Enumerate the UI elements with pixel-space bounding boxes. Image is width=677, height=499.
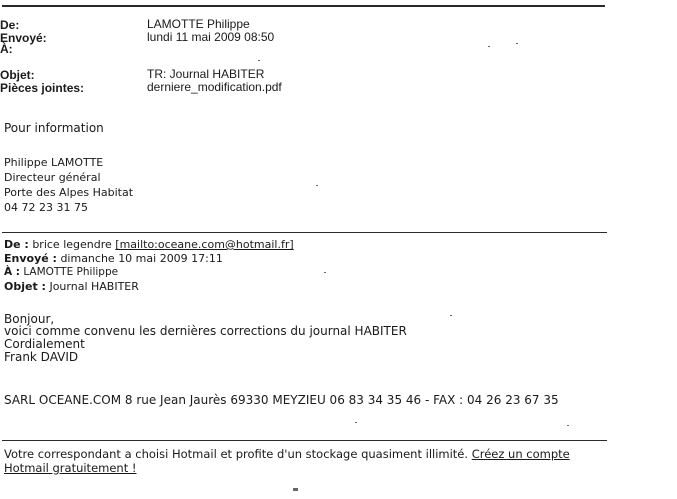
fwd-subject-value: Journal HABITER (49, 280, 139, 293)
to-label: À: (0, 42, 13, 56)
signature-company: Porte des Alpes Habitat (4, 186, 134, 199)
message-closing: Cordialement (4, 337, 85, 351)
subject-label: Objet: (0, 68, 35, 82)
scan-speck (258, 60, 260, 61)
fwd-from-mailto-link[interactable]: [mailto:oceane.com@hotmail.fr] (115, 238, 294, 251)
hotmail-signup-link-part1[interactable]: Créez un compte (471, 447, 570, 461)
company-contact-line: SARL OCEANE.COM 8 rue Jean Jaurès 69330 MEYZIEU 06 83 34 35 46 - FAX : 04 26 23 67 35 (4, 393, 559, 407)
top-rule (2, 5, 605, 7)
attachments-label: Pièces jointes: (0, 81, 85, 95)
signature-name: Philippe LAMOTTE (4, 156, 104, 169)
message-line: voici comme convenu les dernières corrections du journal HABITER (4, 324, 407, 338)
signature-phone: 04 72 23 31 75 (4, 201, 88, 214)
fwd-subject-label: Objet : (4, 280, 46, 293)
hotmail-footer-text: Votre correspondant a choisi Hotmail et profite d'un stockage quasiment illimité. (4, 447, 469, 461)
message-greeting: Bonjour, (4, 312, 55, 326)
hotmail-footer-line1 (4, 447, 570, 461)
scan-speck (450, 315, 452, 316)
intro-text: Pour information (4, 121, 104, 135)
hotmail-signup-link-part2[interactable]: Hotmail gratuitement ! (4, 461, 137, 475)
sent-value: lundi 11 mai 2009 08:50 (147, 30, 275, 44)
fwd-from-line (4, 238, 294, 251)
scan-speck (316, 185, 318, 186)
forward-separator (2, 232, 607, 233)
sent-label: Envoyé: (0, 31, 47, 45)
fwd-to-line (4, 266, 118, 278)
scan-speck (516, 43, 518, 44)
scan-speck (293, 488, 298, 491)
signature-title: Directeur général (4, 171, 101, 184)
scan-speck (355, 422, 357, 423)
fwd-from-name: brice legendre (32, 238, 112, 251)
fwd-sent-label: Envoyé : (4, 252, 57, 265)
fwd-sent-value: dimanche 10 mai 2009 17:11 (60, 252, 223, 265)
message-sender: Frank DAVID (4, 350, 79, 364)
fwd-to-label: À : (4, 266, 20, 278)
fwd-to-value: LAMOTTE Philippe (23, 266, 119, 278)
subject-value: TR: Journal HABITER (147, 67, 265, 81)
hotmail-footer-line2 (4, 461, 136, 475)
scan-speck (324, 272, 326, 273)
footer-separator (2, 440, 607, 441)
fwd-subject-line (4, 280, 139, 293)
from-value: LAMOTTE Philippe (147, 17, 250, 31)
from-label: De: (0, 18, 20, 32)
scan-speck (488, 46, 490, 47)
attachment-file[interactable]: derniere_modification.pdf (147, 80, 282, 94)
fwd-sent-line (4, 252, 223, 265)
scan-speck (567, 425, 569, 426)
fwd-from-label: De : (4, 238, 29, 251)
